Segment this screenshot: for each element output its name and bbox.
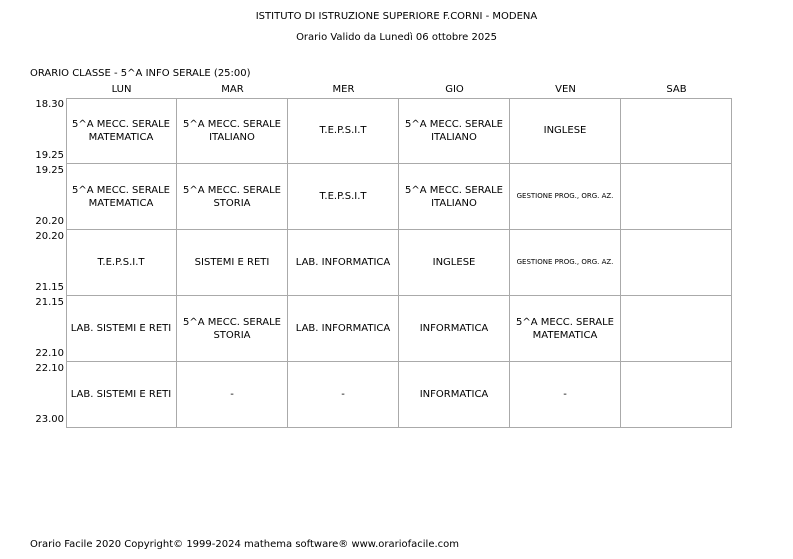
lesson-cell-lun-2 <box>66 164 177 230</box>
lesson-text: ITALIANO <box>431 197 477 209</box>
lesson-text: INGLESE <box>543 125 587 136</box>
lesson-cell-mar-4 <box>177 296 288 362</box>
lesson-text: 5^A MECC. SERALE <box>183 184 281 196</box>
lesson-text: GESTIONE PROG., ORG. AZ. <box>516 192 614 200</box>
lesson-cell-mar-5 <box>177 362 288 428</box>
lesson-text: - <box>563 389 567 400</box>
lesson-cell-mar-2 <box>177 164 288 230</box>
lesson-cell-gio-2 <box>399 164 510 230</box>
lesson-cell-sab-5 <box>621 362 732 428</box>
lesson-text: 5^A MECC. SERALE <box>516 316 614 328</box>
lesson-text: INFORMATICA <box>419 323 489 334</box>
lesson-text: LAB. INFORMATICA <box>295 323 391 334</box>
slot-end-time: 23.00 <box>35 414 64 425</box>
day-header-lun: LUN <box>111 84 132 95</box>
day-header-mer: MER <box>332 84 355 95</box>
lesson-text: MATEMATICA <box>88 131 154 143</box>
slot-start-time: 20.20 <box>35 231 64 242</box>
lesson-text: 5^A MECC. SERALE <box>405 118 503 130</box>
slot-start-time: 18.30 <box>35 99 64 110</box>
lesson-text: 5^A MECC. SERALE <box>183 118 281 130</box>
lesson-cell-mar-3 <box>177 230 288 296</box>
lesson-text: SISTEMI E RETI <box>194 257 270 268</box>
lesson-cell-sab-1 <box>621 98 732 164</box>
slot-end-time: 20.20 <box>35 216 64 227</box>
lesson-text: LAB. INFORMATICA <box>295 257 391 268</box>
lesson-text: 5^A MECC. SERALE <box>72 118 170 130</box>
lesson-cell-mer-1 <box>288 98 399 164</box>
slot-end-time: 21.15 <box>35 282 64 293</box>
lesson-cell-gio-4 <box>399 296 510 362</box>
slot-start-time: 19.25 <box>35 165 64 176</box>
lesson-cell-mer-5 <box>288 362 399 428</box>
day-header-sab: SAB <box>666 84 687 95</box>
lesson-text: MATEMATICA <box>88 197 154 209</box>
valid-from-date: Orario Valido da Lunedì 06 ottobre 2025 <box>296 32 497 43</box>
lesson-cell-ven-2 <box>510 164 621 230</box>
lesson-cell-ven-5 <box>510 362 621 428</box>
day-header-gio: GIO <box>445 84 464 95</box>
slot-end-time: 22.10 <box>35 348 64 359</box>
lesson-text: MATEMATICA <box>532 329 598 341</box>
slot-start-time: 21.15 <box>35 297 64 308</box>
lesson-cell-gio-1 <box>399 98 510 164</box>
lesson-cell-lun-3 <box>66 230 177 296</box>
lesson-text: STORIA <box>213 329 251 341</box>
slot-start-time: 22.10 <box>35 363 64 374</box>
lesson-text: INGLESE <box>432 257 476 268</box>
lesson-text: ITALIANO <box>209 131 255 143</box>
lesson-text: - <box>341 389 345 400</box>
lesson-cell-gio-3 <box>399 230 510 296</box>
footer-copyright: Orario Facile 2020 Copyright© 1999-2024 mathema software® www.orariofacile.com <box>30 539 460 550</box>
lesson-cell-sab-4 <box>621 296 732 362</box>
lesson-text: LAB. SISTEMI E RETI <box>70 323 172 334</box>
lesson-cell-sab-2 <box>621 164 732 230</box>
day-header-ven: VEN <box>555 84 576 95</box>
lesson-cell-gio-5 <box>399 362 510 428</box>
lesson-text: INFORMATICA <box>419 389 489 400</box>
lesson-text: 5^A MECC. SERALE <box>405 184 503 196</box>
lesson-cell-mer-4 <box>288 296 399 362</box>
slot-end-time: 19.25 <box>35 150 64 161</box>
lesson-text: 5^A MECC. SERALE <box>183 316 281 328</box>
lesson-text: 5^A MECC. SERALE <box>72 184 170 196</box>
lesson-text: STORIA <box>213 197 251 209</box>
lesson-text: LAB. SISTEMI E RETI <box>70 389 172 400</box>
lesson-cell-mer-3 <box>288 230 399 296</box>
lesson-cell-lun-4 <box>66 296 177 362</box>
lesson-cell-mar-1 <box>177 98 288 164</box>
timetable-grid <box>66 98 732 428</box>
lesson-cell-ven-3 <box>510 230 621 296</box>
lesson-text: GESTIONE PROG., ORG. AZ. <box>516 258 614 266</box>
lesson-cell-ven-1 <box>510 98 621 164</box>
lesson-text: T.E.P.S.I.T <box>319 191 367 202</box>
day-header-mar: MAR <box>221 84 244 95</box>
lesson-cell-ven-4 <box>510 296 621 362</box>
lesson-text: T.E.P.S.I.T <box>97 257 145 268</box>
lesson-text: - <box>230 389 234 400</box>
class-caption: ORARIO CLASSE - 5^A INFO SERALE (25:00) <box>30 68 251 79</box>
lesson-cell-sab-3 <box>621 230 732 296</box>
lesson-cell-lun-5 <box>66 362 177 428</box>
lesson-cell-lun-1 <box>66 98 177 164</box>
lesson-cell-mer-2 <box>288 164 399 230</box>
lesson-text: T.E.P.S.I.T <box>319 125 367 136</box>
lesson-text: ITALIANO <box>431 131 477 143</box>
school-name: ISTITUTO DI ISTRUZIONE SUPERIORE F.CORNI - MODENA <box>255 11 538 22</box>
